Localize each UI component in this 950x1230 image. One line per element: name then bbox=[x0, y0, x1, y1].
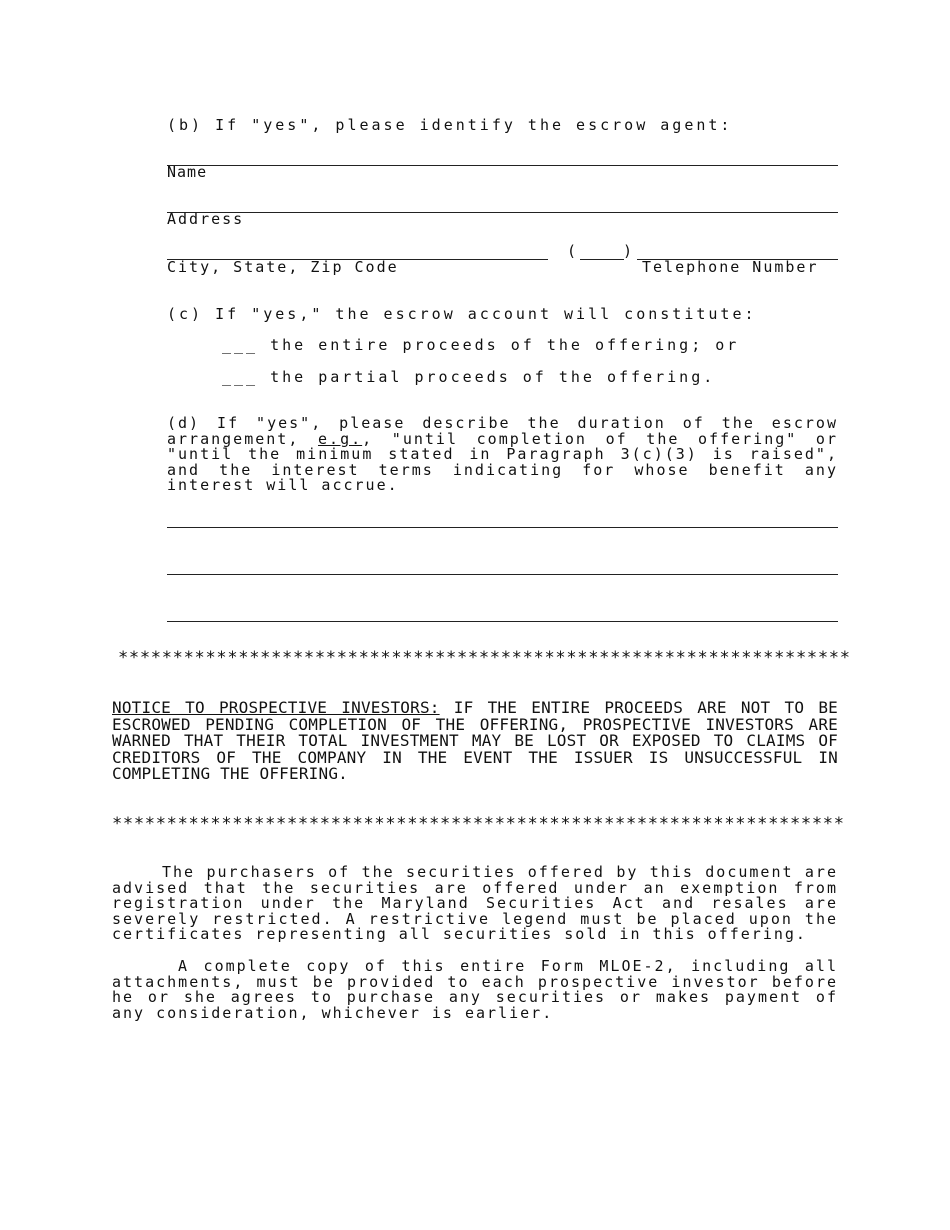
duration-eg: e.g. bbox=[318, 429, 363, 448]
address-line[interactable] bbox=[167, 212, 838, 213]
area-code-line[interactable] bbox=[580, 259, 624, 260]
escrow-duration-paragraph bbox=[167, 416, 838, 494]
purchasers-paragraph: The purchasers of the securities offered by this document are advised that the securities are offered under an exemption from registration under the Maryland Securities Act and resales are severely restricted. A restrictive legend must be placed upon the certificates representing all securities sold in this offering. bbox=[112, 863, 838, 944]
telephone-label: Telephone Number bbox=[642, 258, 819, 276]
notice-to-investors bbox=[112, 700, 838, 783]
option-blank[interactable]: ___ bbox=[222, 336, 259, 354]
area-code-open-paren: ( bbox=[567, 242, 579, 260]
name-line[interactable] bbox=[167, 165, 838, 166]
duration-answer-line-3[interactable] bbox=[167, 621, 838, 622]
name-label: Name bbox=[167, 163, 208, 181]
duration-answer-line-2[interactable] bbox=[167, 574, 838, 575]
option-blank[interactable]: ___ bbox=[222, 368, 259, 386]
asterisk-separator-bottom: ******************************************************************* bbox=[112, 814, 845, 834]
address-label: Address bbox=[167, 210, 245, 228]
escrow-constitute-prompt: (c) If "yes," the escrow account will constitute: bbox=[167, 305, 757, 323]
duration-answer-line-1[interactable] bbox=[167, 527, 838, 528]
option-text: the entire proceeds of the offering; or bbox=[270, 336, 740, 354]
city-state-zip-label: City, State, Zip Code bbox=[167, 258, 399, 276]
complete-copy-paragraph: A complete copy of this entire Form MLOE-2, including all attachments, must be provided to each prospective investor before he or she agrees to purchase any securities or makes payment of any consideration, whichever is earlier. bbox=[112, 957, 838, 1022]
option-text: the partial proceeds of the offering. bbox=[270, 368, 716, 386]
notice-body: IF THE ENTIRE PROCEEDS ARE NOT TO BE ESCROWED PENDING COMPLETION OF THE OFFERING, PROSPECTIVE INVESTORS ARE WARNED THAT THEIR TOTAL INVESTMENT MAY BE LOST OR EXPOSED TO CLAIMS OF CREDITORS OF THE COMPANY IN THE EVENT THE ISSUER IS UNSUCCESSFUL IN COMPLETING THE OFFERING. bbox=[112, 698, 838, 783]
duration-text-1: (d) If "yes", please describe the duration of the escrow arrangement, bbox=[167, 414, 838, 448]
escrow-agent-prompt: (b) If "yes", please identify the escrow agent: bbox=[167, 116, 733, 134]
area-code-close-paren: ) bbox=[623, 242, 635, 260]
duration-text-2: , "until completion of the offering" or "until the minimum stated in Paragraph 3(c)(3) is raised", and the interest terms indicating for whose benefit any interest will accrue. bbox=[167, 429, 838, 495]
notice-heading: NOTICE TO PROSPECTIVE INVESTORS: bbox=[112, 698, 440, 717]
option-entire-proceeds bbox=[222, 336, 739, 354]
option-partial-proceeds bbox=[222, 368, 715, 386]
asterisk-separator-top: ******************************************************************* bbox=[118, 648, 851, 668]
